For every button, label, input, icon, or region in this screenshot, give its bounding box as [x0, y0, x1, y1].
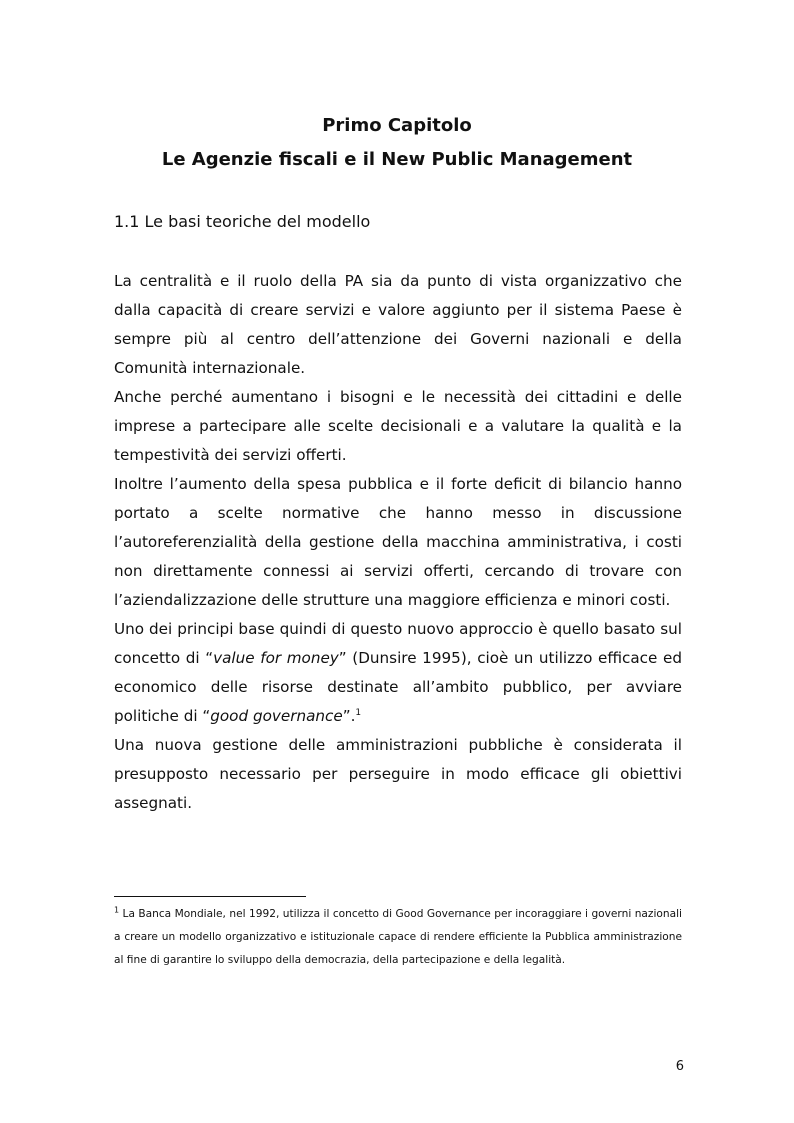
- footnote-text: La Banca Mondiale, nel 1992, utilizza il concetto di Good Governance per incoraggiare i governi nazionali a creare un modello organizzativo e istituzionale capace di rendere efficiente la Pubblica amministrazione al fine di garantire lo sviluppo della democrazia, della partecipazione e della legalità.: [114, 908, 682, 966]
- paragraph-4-part-2: ” (Dunsire 1995), cioè un utilizzo efficace ed economico delle risorse destinate all’ambito pubblico, per avviare politiche di “: [114, 649, 682, 725]
- paragraph-2: Anche perché aumentano i bisogni e le necessità dei cittadini e delle imprese a partecipare alle scelte decisionali e a valutare la qualità e la tempestività dei servizi offerti.: [114, 388, 682, 464]
- page-number: 6: [675, 1059, 684, 1074]
- body-text: [114, 267, 682, 818]
- footnote-reference[interactable]: 1: [355, 707, 362, 718]
- footnote: [114, 903, 682, 972]
- paragraph-5: Una nuova gestione delle amministrazioni pubbliche è considerata il presupposto necessario per perseguire in modo efficace gli obiettivi assegnati.: [114, 736, 682, 812]
- chapter-title: Le Agenzie fiscali e il New Public Management: [161, 149, 633, 170]
- section-heading: 1.1 Le basi teoriche del modello: [114, 212, 371, 231]
- value-for-money-term: value for money: [213, 649, 339, 667]
- footnote-separator: [114, 896, 306, 897]
- paragraph-3: Inoltre l’aumento della spesa pubblica e il forte deficit di bilancio hanno portato a scelte normative che hanno messo in discussione l’autoreferenzialità della gestione della macchina amministrativa, i costi non direttamente connessi ai servizi offerti, cercando di trovare con l’aziendalizzazione delle strutture una maggiore efficienza e minori costi.: [114, 475, 682, 609]
- good-governance-term: good governance: [210, 707, 343, 725]
- paragraph-4: [114, 615, 682, 731]
- chapter-label: Primo Capitolo: [322, 115, 472, 136]
- footnote-mark: 1: [114, 905, 120, 915]
- paragraph-4-part-3: ”.: [342, 707, 356, 725]
- paragraph-1: La centralità e il ruolo della PA sia da punto di vista organizzativo che dalla capacità di creare servizi e valore aggiunto per il sistema Paese è sempre più al centro dell’attenzione dei Governi nazionali e della Comunità internazionale.: [114, 272, 682, 377]
- paragraph-4-part-1: Uno dei principi base quindi di questo nuovo approccio è quello basato sul concetto di “: [114, 620, 682, 667]
